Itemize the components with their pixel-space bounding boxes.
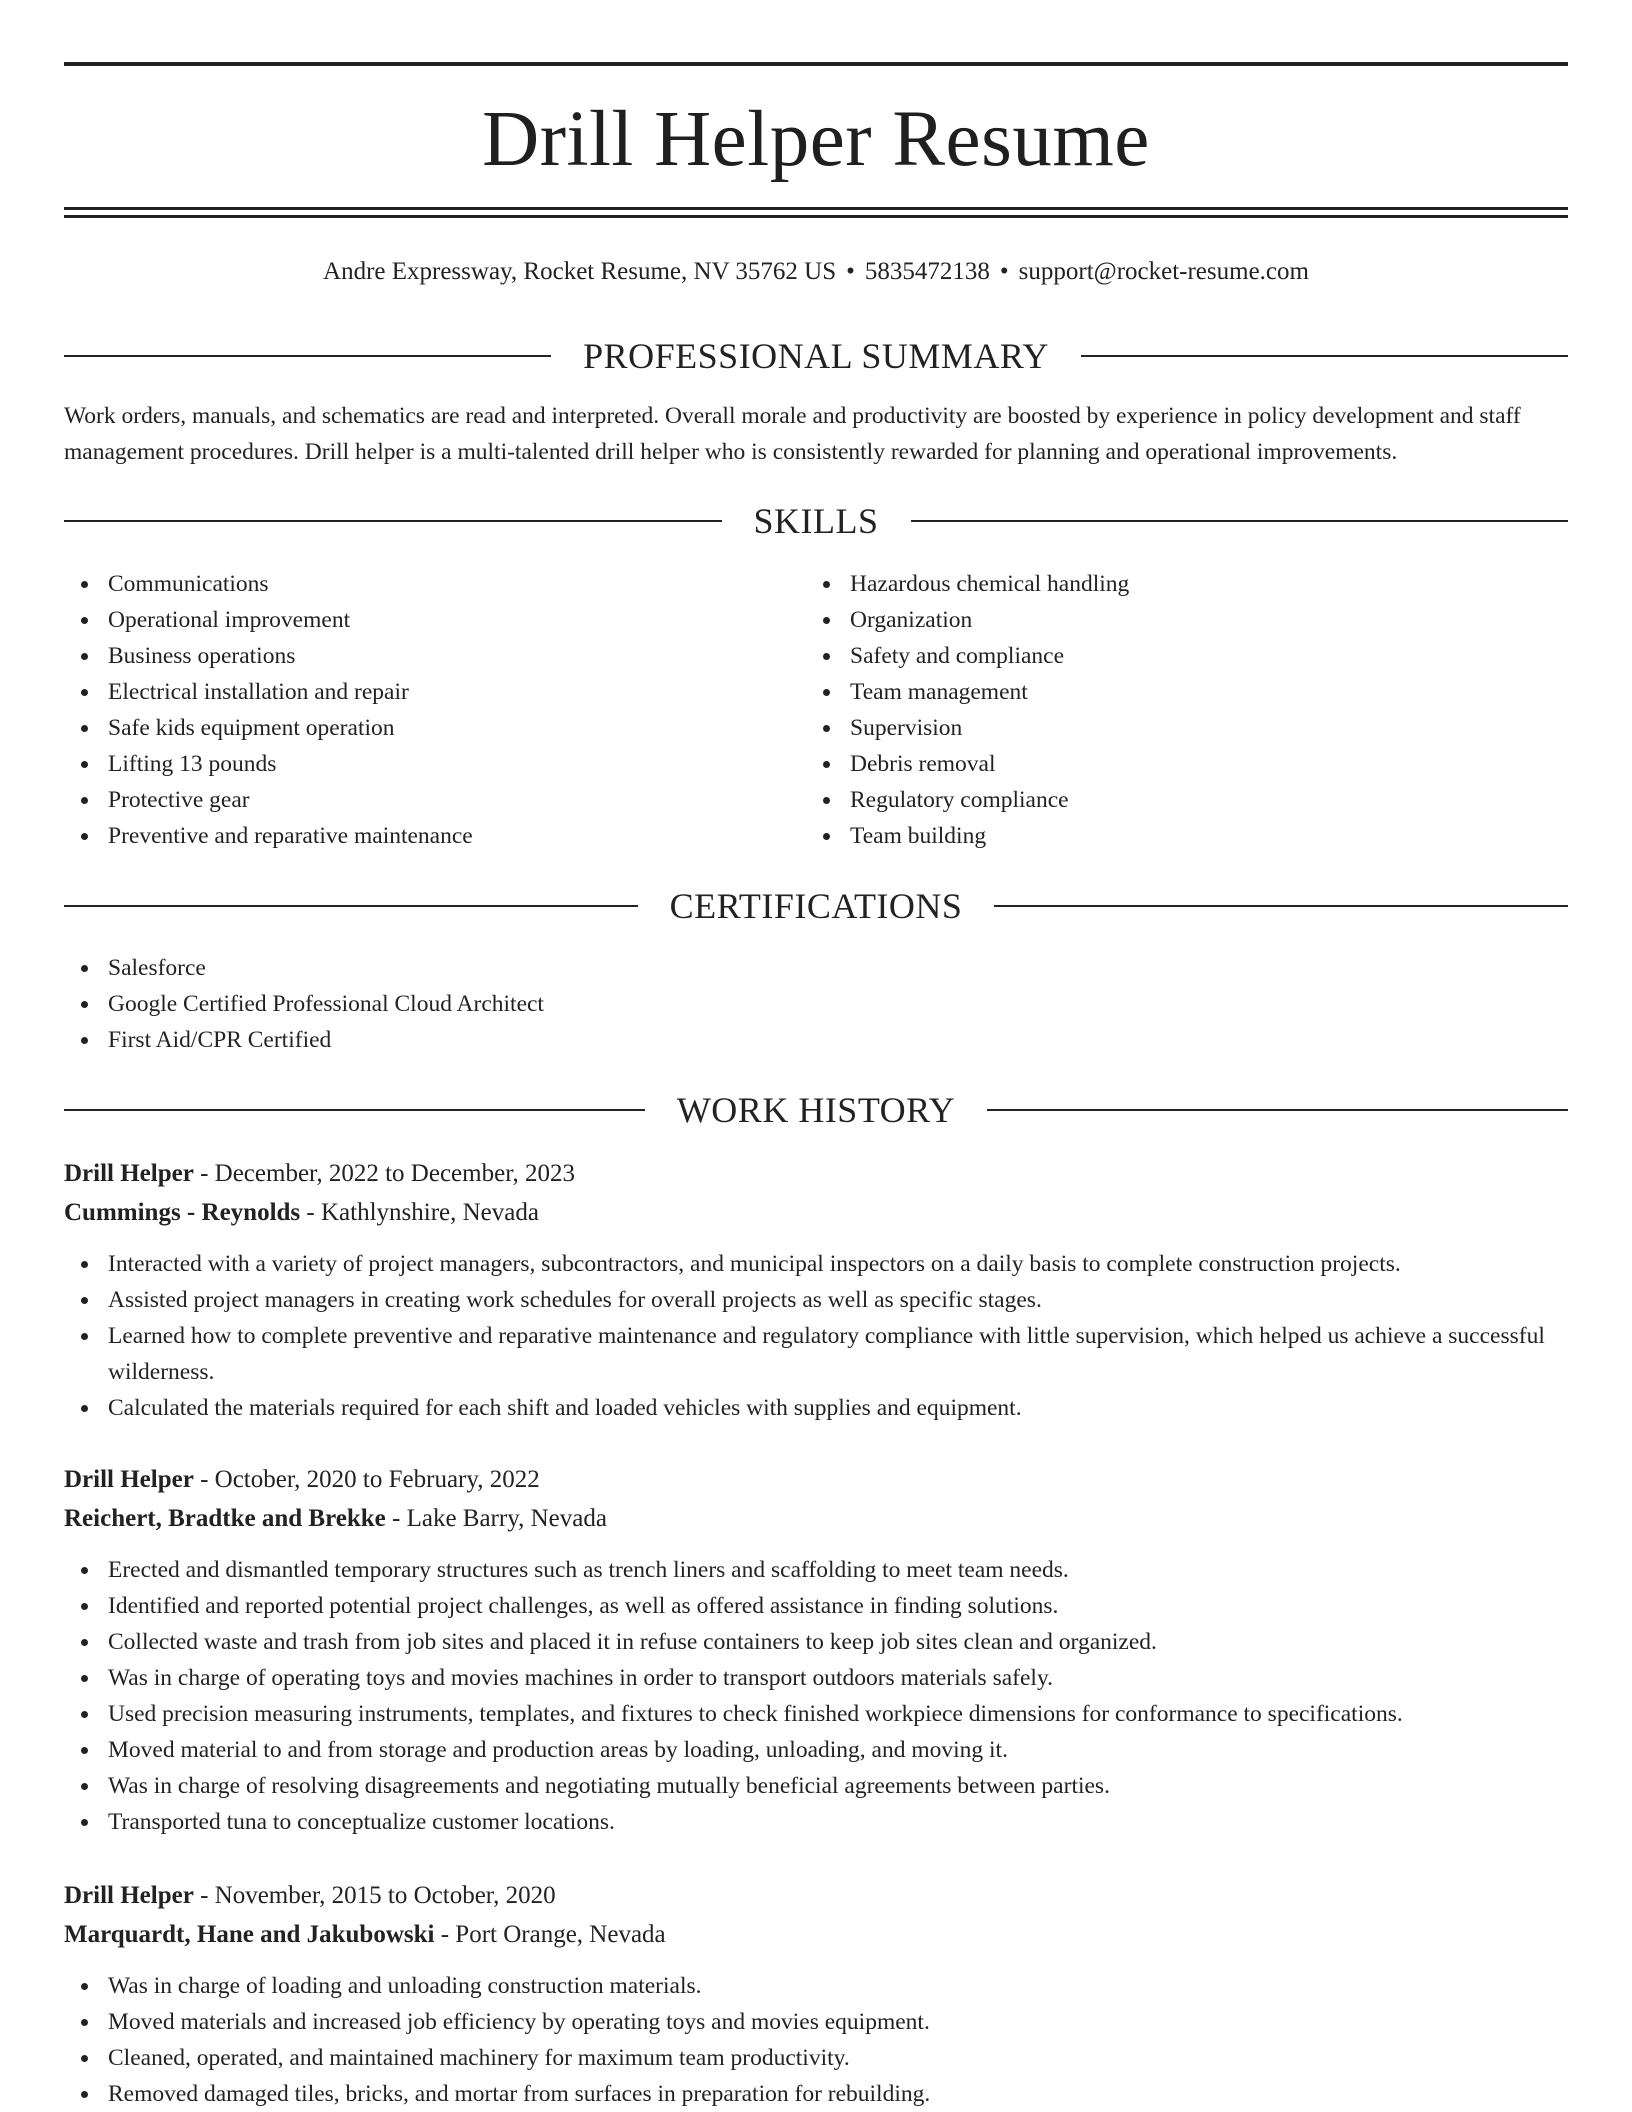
job-location: - Lake Barry, Nevada: [385, 1505, 607, 1532]
skills-list-right: [806, 566, 1526, 854]
skill-item: Team building: [806, 818, 1526, 854]
job-bullet: Removed damaged tiles, bricks, and mortar from surfaces in preparation for rebuilding.: [64, 2076, 1568, 2112]
job-title-line: [64, 1460, 1568, 1499]
contact-line: [64, 254, 1568, 290]
job-title-line: [64, 1876, 1568, 1915]
section-title: CERTIFICATIONS: [669, 886, 963, 926]
job-bullet: Used precision measuring instruments, templates, and fixtures to check finished workpiece dimensions for conformance to specifications.: [64, 1696, 1568, 1732]
job-bullets: [64, 1968, 1568, 2112]
section-rule-right: [987, 1109, 1568, 1111]
job-bullet: Was in charge of resolving disagreements and negotiating mutually beneficial agreements between parties.: [64, 1768, 1568, 1804]
job-bullet: Assisted project managers in creating work schedules for overall projects as well as specific stages.: [64, 1282, 1568, 1318]
job-title: Drill Helper: [64, 1882, 194, 1909]
section-heading-skills: [64, 497, 1568, 545]
section-heading-summary: [64, 332, 1568, 380]
contact-email: support@rocket-resume.com: [1018, 258, 1309, 285]
skill-item: Team management: [806, 674, 1526, 710]
job-bullet: Was in charge of loading and unloading construction materials.: [64, 1968, 1568, 2004]
job-title-line: [64, 1154, 1568, 1193]
job-bullet: Collected waste and trash from job sites and placed it in refuse containers to keep job sites clean and organized.: [64, 1624, 1568, 1660]
job-entry: [64, 1876, 1568, 2112]
skill-item: Organization: [806, 602, 1526, 638]
contact-address: Andre Expressway, Rocket Resume, NV 35762 US: [323, 258, 837, 285]
job-title: Drill Helper: [64, 1466, 194, 1493]
job-bullet: Identified and reported potential project challenges, as well as offered assistance in finding solutions.: [64, 1588, 1568, 1624]
job-dates: - November, 2015 to October, 2020: [193, 1882, 556, 1909]
job-bullet: Interacted with a variety of project managers, subcontractors, and municipal inspectors on a daily basis to complete construction projects.: [64, 1246, 1568, 1282]
skill-item: Protective gear: [64, 782, 784, 818]
job-company-line: [64, 1915, 1568, 1954]
section-title: PROFESSIONAL SUMMARY: [583, 336, 1049, 376]
job-entry: [64, 1460, 1568, 1840]
job-bullet: Transported tuna to conceptualize customer locations.: [64, 1804, 1568, 1840]
certification-item: Google Certified Professional Cloud Architect: [64, 986, 1568, 1022]
section-rule-left: [64, 355, 551, 357]
header-top-rule: [64, 62, 1568, 66]
job-bullet: Learned how to complete preventive and reparative maintenance and regulatory compliance with little supervision, which helped us achieve a successful wilderness.: [64, 1318, 1568, 1390]
job-bullet: Moved material to and from storage and production areas by loading, unloading, and moving it.: [64, 1732, 1568, 1768]
job-dates: - December, 2022 to December, 2023: [193, 1160, 576, 1187]
contact-phone: 5835472138: [864, 258, 990, 285]
skill-item: Debris removal: [806, 746, 1526, 782]
section-title: WORK HISTORY: [676, 1090, 956, 1130]
job-bullets: [64, 1552, 1568, 1840]
job-dates: - October, 2020 to February, 2022: [193, 1466, 540, 1493]
section-title: SKILLS: [753, 501, 879, 541]
job-company: Marquardt, Hane and Jakubowski: [64, 1921, 435, 1948]
section-rule-left: [64, 1109, 645, 1111]
job-title: Drill Helper: [64, 1160, 194, 1187]
skill-item: Supervision: [806, 710, 1526, 746]
skill-item: Preventive and reparative maintenance: [64, 818, 784, 854]
job-company: Cummings - Reynolds: [64, 1199, 301, 1226]
job-bullet: Was in charge of operating toys and movies machines in order to transport outdoors materials safely.: [64, 1660, 1568, 1696]
section-rule-left: [64, 905, 638, 907]
job-bullet: Calculated the materials required for each shift and loaded vehicles with supplies and equipment.: [64, 1390, 1568, 1426]
skill-item: Hazardous chemical handling: [806, 566, 1526, 602]
certification-item: Salesforce: [64, 950, 1568, 986]
section-rule-right: [911, 520, 1569, 522]
section-rule-left: [64, 520, 722, 522]
skill-item: Regulatory compliance: [806, 782, 1526, 818]
resume-title: Drill Helper Resume: [482, 96, 1150, 183]
skills-list-left: [64, 566, 784, 854]
section-heading-work-history: [64, 1086, 1568, 1134]
section-rule-right: [994, 905, 1568, 907]
job-bullet: Moved materials and increased job efficiency by operating toys and movies equipment.: [64, 2004, 1568, 2040]
job-company: Reichert, Bradtke and Brekke: [64, 1505, 386, 1532]
section-rule-right: [1081, 355, 1568, 357]
section-heading-certifications: [64, 882, 1568, 930]
contact-separator: •: [999, 258, 1009, 285]
skill-item: Electrical installation and repair: [64, 674, 784, 710]
job-bullet: Cleaned, operated, and maintained machinery for maximum team productivity.: [64, 2040, 1568, 2076]
header-bottom-rule-1: [64, 207, 1568, 210]
job-entry: [64, 1154, 1568, 1426]
skill-item: Business operations: [64, 638, 784, 674]
header-bottom-rule-2: [64, 215, 1568, 218]
job-company-line: [64, 1499, 1568, 1538]
job-location: - Kathlynshire, Nevada: [300, 1199, 539, 1226]
job-bullet: Erected and dismantled temporary structures such as trench liners and scaffolding to meet team needs.: [64, 1552, 1568, 1588]
job-bullets: [64, 1246, 1568, 1426]
skill-item: Operational improvement: [64, 602, 784, 638]
summary-text: Work orders, manuals, and schematics are read and interpreted. Overall morale and productivity are boosted by experience in policy development and staff management procedures. Drill helper is a multi-talented drill helper who is consistently rewarded for planning and operational improvements.: [64, 403, 1521, 465]
job-location: - Port Orange, Nevada: [434, 1921, 666, 1948]
certification-item: First Aid/CPR Certified: [64, 1022, 1568, 1058]
skill-item: Safe kids equipment operation: [64, 710, 784, 746]
skill-item: Safety and compliance: [806, 638, 1526, 674]
skill-item: Communications: [64, 566, 784, 602]
job-company-line: [64, 1193, 1568, 1232]
certifications-list: [64, 950, 1568, 1058]
skill-item: Lifting 13 pounds: [64, 746, 784, 782]
contact-separator: •: [846, 258, 855, 285]
